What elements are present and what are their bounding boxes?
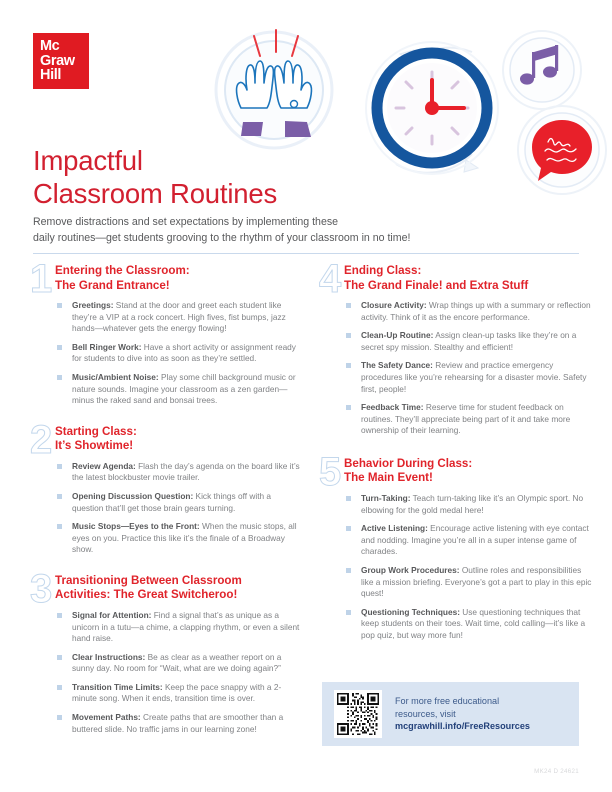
bullet-term: Signal for Attention: <box>72 609 152 620</box>
section-bullet-list <box>322 300 592 437</box>
list-item <box>344 607 592 642</box>
bullet-term: Bell Ringer Work: <box>72 341 142 352</box>
bullet-text: Reserve time for student feedback on routines. They’ll appreciate being part of it and take more ownership of their learning. <box>361 402 571 436</box>
page-title-line-1: Impactful <box>33 145 143 177</box>
section-bullet-list <box>33 610 303 735</box>
section-heading-line: Entering the Classroom: <box>55 264 190 277</box>
list-item <box>55 372 303 407</box>
bullet-text: Be as clear as a weather report on a sunny day. No room for “Wait, what are we doing again?” <box>72 651 282 674</box>
list-item <box>344 360 592 395</box>
section-heading-line: Transitioning Between Classroom <box>55 573 242 587</box>
header-divider <box>33 253 579 254</box>
list-item <box>344 330 592 353</box>
bullet-text: Play some chill background music or nature sounds. Imagine your classroom as a zen garden—minus the raked sand and bonsai trees. <box>72 371 296 406</box>
logo-line-1: Mc <box>40 38 60 55</box>
list-item <box>55 682 303 705</box>
list-item <box>55 300 303 335</box>
list-item <box>344 300 592 323</box>
bullet-text: Encourage active listening with eye contact and nodding. Imagine you’re all in a super intense game of charades. <box>361 523 589 557</box>
section-bullet-list <box>33 461 303 556</box>
list-item <box>55 521 303 556</box>
logo-line-2: Graw <box>40 52 75 69</box>
section-number: 4 <box>319 257 342 301</box>
section-heading-line: The Grand Entrance! <box>55 278 170 292</box>
qr-code-icon[interactable] <box>334 690 382 738</box>
section-number: 1 <box>30 257 53 301</box>
bullet-text: Use questioning techniques that keep students on their toes. Wait time, cold calling—it’s like a pop quiz, but way more fun! <box>361 606 586 640</box>
bullet-term: Active Listening: <box>361 523 428 534</box>
list-item <box>55 491 303 514</box>
bullet-term: Group Work Procedures: <box>361 564 460 575</box>
section-heading <box>55 264 303 293</box>
logo-line-3: Hill <box>40 67 61 84</box>
bullet-text: Find a signal that’s as unique as a unicorn in a tutu—a chime, a clapping rhythm, or even a silent hand raise. <box>72 609 300 644</box>
section-bullet-list <box>322 493 592 642</box>
section-number: 5 <box>319 449 342 494</box>
promo-url[interactable]: mcgrawhill.info/FreeResources <box>395 721 530 732</box>
right-column <box>319 257 592 655</box>
section-number: 2 <box>30 417 53 462</box>
bullet-text: When the music stops, all eyes on you. Practice this like it’s the finale of a Broadway show. <box>72 521 297 555</box>
section-heading <box>344 264 592 293</box>
section-bullet-list <box>33 300 303 407</box>
list-item <box>55 652 303 675</box>
clock-icon <box>366 42 498 174</box>
bullet-term: Turn-Taking: <box>361 492 411 503</box>
bullet-text: Teach turn-taking like it’s an Olympic sport. No elbowing for the gold medal here! <box>361 492 584 515</box>
bullet-term: The Safety Dance: <box>361 360 433 371</box>
bullet-term: Music/Ambient Noise: <box>72 371 159 382</box>
bullet-text: Wrap things up with a summary or reflection activity. Think of it as the encore performance. <box>361 300 591 322</box>
section-heading-line: Behavior During Class: <box>344 456 473 470</box>
list-item <box>55 461 303 484</box>
promo-line-2: resources, visit <box>395 708 456 719</box>
bullet-text: Assign clean-up tasks like they’re on a secret spy mission. Stealthy and efficient! <box>361 330 577 352</box>
bullet-text: Keep the pace snappy with a 2-minute song. When it ends, transition time is over. <box>72 681 282 704</box>
section-heading-line: Activities: The Great Switcheroo! <box>55 588 238 602</box>
bullet-term: Music Stops—Eyes to the Front: <box>72 521 200 532</box>
speech-bubble-icon <box>518 106 606 194</box>
section-heading <box>55 425 303 454</box>
section-heading-line: Ending Class: <box>344 264 422 277</box>
bullet-text: Stand at the door and greet each student like they’re a VIP at a rock concert. High fives, fist bumps, jazz hands—whatever gets the energy flowing! <box>72 300 286 334</box>
free-resources-promo[interactable] <box>322 682 579 746</box>
list-item <box>55 712 303 735</box>
section-3 <box>30 566 303 735</box>
page-title-line-2: Classroom Routines <box>33 178 277 210</box>
promo-line-1: For more free educational <box>395 696 500 707</box>
intro-line-1: Remove distractions and set expectations by implementing these <box>33 215 339 228</box>
bullet-text: Review and practice emergency procedures like you’re rehearsing for a disaster movie. Safety first, people! <box>361 360 587 394</box>
clapping-hands-icon <box>216 30 332 148</box>
bullet-text: Flash the day’s agenda on the board like it’s the latest blockbuster movie trailer. <box>72 460 300 483</box>
section-2 <box>30 417 303 556</box>
bullet-text: Kick things off with a question that’ll get those brain gears turning. <box>72 490 272 513</box>
section-heading-line: The Grand Finale! and Extra Stuff <box>344 278 529 292</box>
bullet-term: Questioning Techniques: <box>361 606 460 617</box>
bullet-text: Create paths that are smoother than a buttered slide. No traffic jams in our learning zone! <box>72 712 284 734</box>
bullet-text: Outline roles and responsibilities like a mission briefing. Everyone’s got a part to play in this epic quest! <box>361 564 592 599</box>
promo-text <box>395 695 530 733</box>
bullet-term: Feedback Time: <box>361 402 424 413</box>
section-heading-line: It’s Showtime! <box>55 439 134 453</box>
bullet-term: Movement Paths: <box>72 712 141 723</box>
left-column <box>30 257 303 749</box>
page-title <box>33 144 373 210</box>
bullet-term: Opening Discussion Question: <box>72 490 194 501</box>
section-4 <box>319 257 592 437</box>
section-number: 3 <box>30 566 53 611</box>
bullet-term: Closure Activity: <box>361 300 427 310</box>
bullet-term: Transition Time Limits: <box>72 681 163 692</box>
list-item <box>55 342 303 365</box>
list-item <box>344 493 592 516</box>
bullet-term: Clean-Up Routine: <box>361 330 434 341</box>
list-item <box>344 402 592 437</box>
section-heading <box>344 457 592 486</box>
bullet-term: Greetings: <box>72 300 114 310</box>
section-heading <box>55 574 303 603</box>
bullet-term: Review Agenda: <box>72 460 136 471</box>
music-note-icon <box>503 31 581 109</box>
document-code: MK24 D 24621 <box>534 768 579 775</box>
section-heading-line: The Main Event! <box>344 471 433 485</box>
section-heading-line: Starting Class: <box>55 424 137 438</box>
intro-text <box>33 214 578 246</box>
list-item <box>55 610 303 645</box>
intro-line-2: daily routines—get students grooving to the rhythm of your classroom in no time! <box>33 231 411 244</box>
section-5 <box>319 449 592 642</box>
list-item <box>344 565 592 600</box>
mcgraw-hill-logo <box>33 33 89 89</box>
list-item <box>344 523 592 558</box>
bullet-text: Have a short activity or assignment ready for students to dive into as soon as they’re settled. <box>72 341 296 364</box>
bullet-term: Clear Instructions: <box>72 651 146 662</box>
section-1 <box>30 257 303 407</box>
